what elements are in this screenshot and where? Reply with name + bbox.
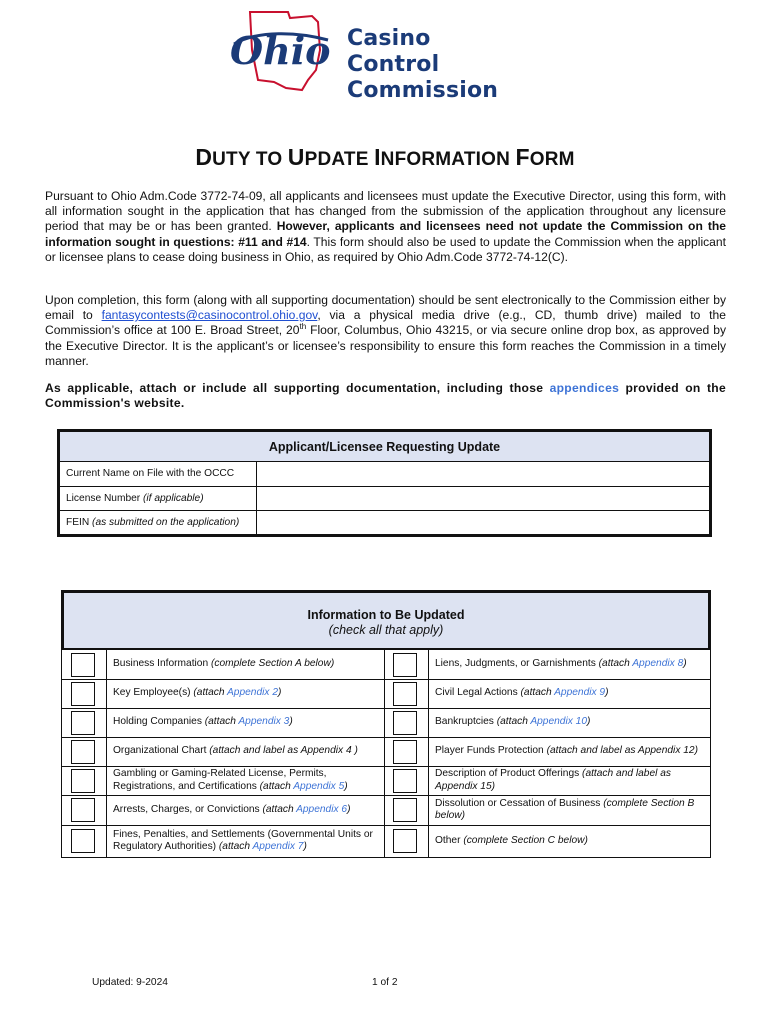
intro-paragraph-3: As applicable, attach or include all supporting documentation, including those appendices provided on the Commission's website.: [45, 381, 726, 411]
checkbox-right-7[interactable]: [393, 829, 417, 853]
current-name-label: Current Name on File with the OCCC: [60, 462, 257, 486]
intro-paragraph-1: Pursuant to Ohio Adm.Code 3772-74-09, all applicants and licensees must update the Executive Director, using this form, with all information sought in the application that has changed from the submission of the application throughout any licensure period that may be or has been granted. However, applicants and licensees need not update the Commission on the information sought in questions: #11 and #14. This form should also be used to update the Commission when the applicant or licensee plans to cease doing business in Ohio, as required by Ohio Adm.Code 3772-74-12(C).: [45, 189, 726, 264]
updated-date: Updated: 9-2024: [92, 977, 168, 988]
email-link[interactable]: fantasycontests@casinocontrol.ohio.gov: [101, 308, 318, 323]
table-row: [60, 462, 709, 487]
row-divider: [62, 825, 710, 826]
checklist-item-left-5: Gambling or Gaming-Related License, Permits, Registrations, and Certifications (attach Appendix 5): [113, 768, 348, 792]
fein-field[interactable]: [257, 511, 709, 536]
checkbox-left-7[interactable]: [71, 829, 95, 853]
logo-word: Ohio: [230, 28, 331, 73]
appendix-link[interactable]: Appendix 7: [252, 841, 304, 852]
checkbox-right-4[interactable]: [393, 740, 417, 764]
brand-name: [347, 26, 528, 104]
ohio-logo: [228, 10, 528, 103]
table-row: [60, 511, 709, 536]
table-row: [60, 487, 709, 512]
appendix-link[interactable]: Appendix 10: [530, 716, 587, 727]
row-divider: [62, 679, 710, 680]
update-checklist-table: [61, 590, 711, 858]
checklist-item-right-7: Other (complete Section C below): [435, 834, 588, 846]
checklist-item-right-6: Dissolution or Cessation of Business (complete Section B below): [435, 797, 695, 821]
checklist-item-right-5: Description of Product Offerings (attach and label as Appendix 15): [435, 768, 671, 792]
checklist-item-left-4: Organizational Chart (attach and label as Appendix 4 ): [113, 745, 358, 756]
row-divider: [62, 737, 710, 738]
checklist-body: [62, 650, 710, 857]
checklist-item-right-2: Civil Legal Actions (attach Appendix 9): [435, 687, 609, 698]
update-table-heading: Information to Be Updated (check all that apply): [62, 591, 710, 650]
appendix-link[interactable]: Appendix 6: [296, 803, 348, 815]
fein-label: FEIN (as submitted on the application): [60, 511, 257, 536]
appendix-link[interactable]: Appendix 9: [554, 687, 606, 698]
checklist-item-right-1: Liens, Judgments, or Garnishments (attach Appendix 8): [435, 658, 687, 669]
checklist-item-left-1: Business Information (complete Section A below): [113, 658, 335, 669]
checklist-item-left-6: Arrests, Charges, or Convictions (attach Appendix 6): [113, 803, 351, 815]
brand-line-1: Casino Control: [347, 26, 440, 77]
current-name-field[interactable]: [257, 462, 709, 486]
form-title: DUTY TO UPDATE INFORMATION FORM: [195, 144, 575, 170]
checkbox-right-3[interactable]: [393, 711, 417, 735]
row-divider: [62, 795, 710, 796]
checkbox-left-6[interactable]: [71, 798, 95, 822]
appendix-link[interactable]: Appendix 8: [632, 658, 684, 669]
checklist-item-left-2: Key Employee(s) (attach Appendix 2): [113, 687, 282, 698]
checkbox-left-5[interactable]: [71, 769, 95, 793]
appendix-link[interactable]: Appendix 5: [293, 780, 345, 792]
license-number-label: License Number (if applicable): [60, 487, 257, 511]
checklist-item-right-3: Bankruptcies (attach Appendix 10): [435, 716, 591, 727]
checkbox-right-2[interactable]: [393, 682, 417, 706]
license-number-field[interactable]: [257, 487, 709, 511]
page-number: 1 of 2: [372, 977, 398, 988]
checkbox-left-1[interactable]: [71, 653, 95, 677]
checklist-item-left-7: Fines, Penalties, and Settlements (Governmental Units or Regulatory Authorities) (attach Appendix 7): [113, 828, 373, 852]
row-divider: [62, 708, 710, 709]
checkbox-left-2[interactable]: [71, 682, 95, 706]
checkbox-right-1[interactable]: [393, 653, 417, 677]
checkbox-left-4[interactable]: [71, 740, 95, 764]
appendix-link[interactable]: Appendix 3: [238, 716, 290, 727]
appendix-link[interactable]: Appendix 2: [227, 687, 278, 698]
applicant-table: [57, 429, 712, 537]
applicant-table-heading: Applicant/Licensee Requesting Update: [60, 432, 709, 462]
checkbox-left-3[interactable]: [71, 711, 95, 735]
checklist-item-right-4: Player Funds Protection (attach and label as Appendix 12): [435, 745, 698, 756]
brand-line-2: Commission: [347, 78, 499, 103]
ohio-state-logo-icon: [228, 10, 340, 92]
row-divider: [62, 766, 710, 767]
checklist-item-left-3: Holding Companies (attach Appendix 3): [113, 716, 293, 727]
checkbox-right-5[interactable]: [393, 769, 417, 793]
intro-paragraph-2: Upon completion, this form (along with all supporting documentation) should be sent electronically to the Commission either by email to fantasycontests@casinocontrol.ohio.gov, via a physical media drive (e.g., CD, thumb drive) mailed to the Commission’s office at 100 E. Broad Street, 20th Floor, Columbus, Ohio 43215, or via secure online drop box, as approved by the Executive Director. It is the applicant’s or licensee’s responsibility to ensure this form reaches the Commission in a timely manner.: [45, 293, 726, 368]
checkbox-right-6[interactable]: [393, 798, 417, 822]
appendices-link[interactable]: appendices: [549, 381, 620, 395]
